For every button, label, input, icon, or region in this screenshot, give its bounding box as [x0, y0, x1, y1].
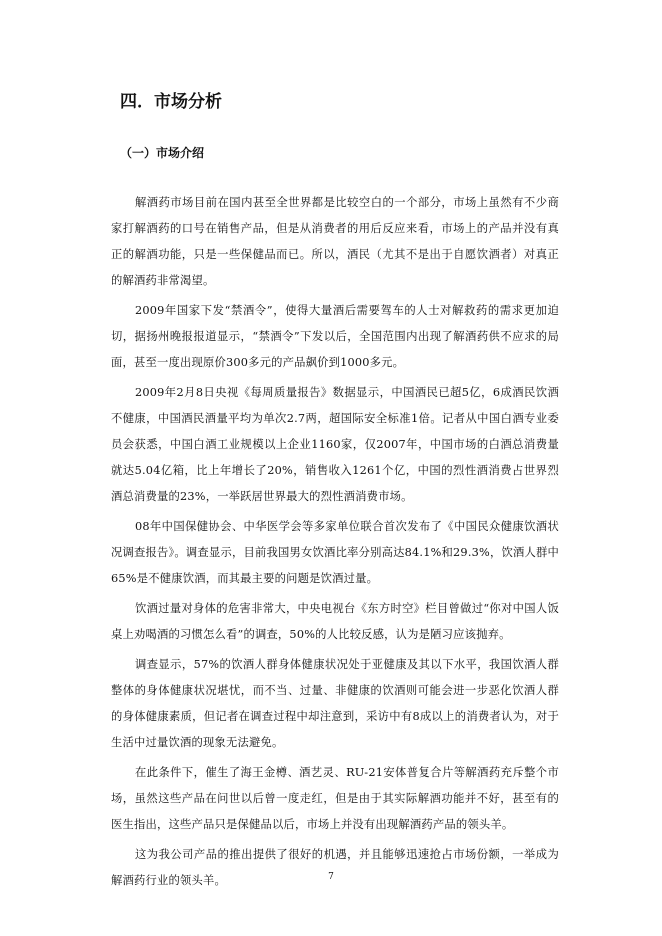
paragraph: 在此条件下，催生了海王金樽、酒艺灵、RU-21安体普复合片等解酒药充斥整个市场，虽然这些产品在问世以后曾一度走红，但是由于其实际解酒功能并不好，甚至有的医生指出，这些产品只是保健品以后，市场上并没有出现解酒药产品的领头羊。 — [111, 766, 559, 831]
paragraph: 08年中国保健协会、中华医学会等多家单位联合首次发布了《中国民众健康饮酒状况调查报告》。调查显示，目前我国男女饮酒比率分别高达84.1%和29.3%，饮酒人群中65%是不健康饮酒，而其最主要的问题是饮酒过量。 — [111, 520, 559, 585]
subsection-title: （一）市场介绍 — [120, 146, 205, 160]
page-number: 7 — [328, 872, 334, 882]
section-title: 四．市场分析 — [120, 92, 222, 112]
paragraph: 2009年国家下发“禁酒令”，使得大量酒后需要驾车的人士对解救药的需求更加迫切，据扬州晚报报道显示，“禁酒令”下发以后，全国范围内出现了解酒药供不应求的局面，甚至一度出现原价300多元的产品飙价到1000多元。 — [111, 304, 559, 369]
paragraph: 饮酒过量对身体的危害非常大，中央电视台《东方时空》栏目曾做过“你对中国人饭桌上劝喝酒的习惯怎么看”的调查，50%的人比较反感，认为是陋习应该抛弃。 — [111, 602, 559, 641]
paragraph: 2009年2月8日央视《每周质量报告》数据显示，中国酒民已超5亿，6成酒民饮酒不健康，中国酒民酒量平均为单次2.7两，超国际安全标准1倍。记者从中国白酒专业委员会获悉，中国白酒工业规模以上企业1160家，仅2007年，中国市场的白酒总消费量就达5.04亿箱，比上年增长了20%，销售收入1261个亿，中国的烈性酒消费占世界烈酒总消费量的23%，一举跃居世界最大的烈性酒消费市场。 — [111, 386, 559, 503]
paragraph: 调查显示，57%的饮酒人群身体健康状况处于亚健康及其以下水平，我国饮酒人群整体的身体健康状况堪忧，而不当、过量、非健康的饮酒则可能会进一步恶化饮酒人群的身体健康素质，但记者在调查过程中却注意到，采访中有8成以上的消费者认为，对于生活中过量饮酒的现象无法避免。 — [111, 658, 559, 749]
paragraph: 解酒药市场目前在国内甚至全世界都是比较空白的一个部分，市场上虽然有不少商家打解酒药的口号在销售产品，但是从消费者的用后反应来看，市场上的产品并没有真正的解酒功能，只是一些保健品而已。所以，酒民（尤其不是出于自愿饮酒者）对真正的解酒药非常渴望。 — [111, 196, 559, 287]
body-text — [111, 190, 559, 898]
paragraph: 这为我公司产品的推出提供了很好的机遇，并且能够迅速抢占市场份额，一举成为解酒药行业的领头羊。 — [111, 848, 559, 887]
